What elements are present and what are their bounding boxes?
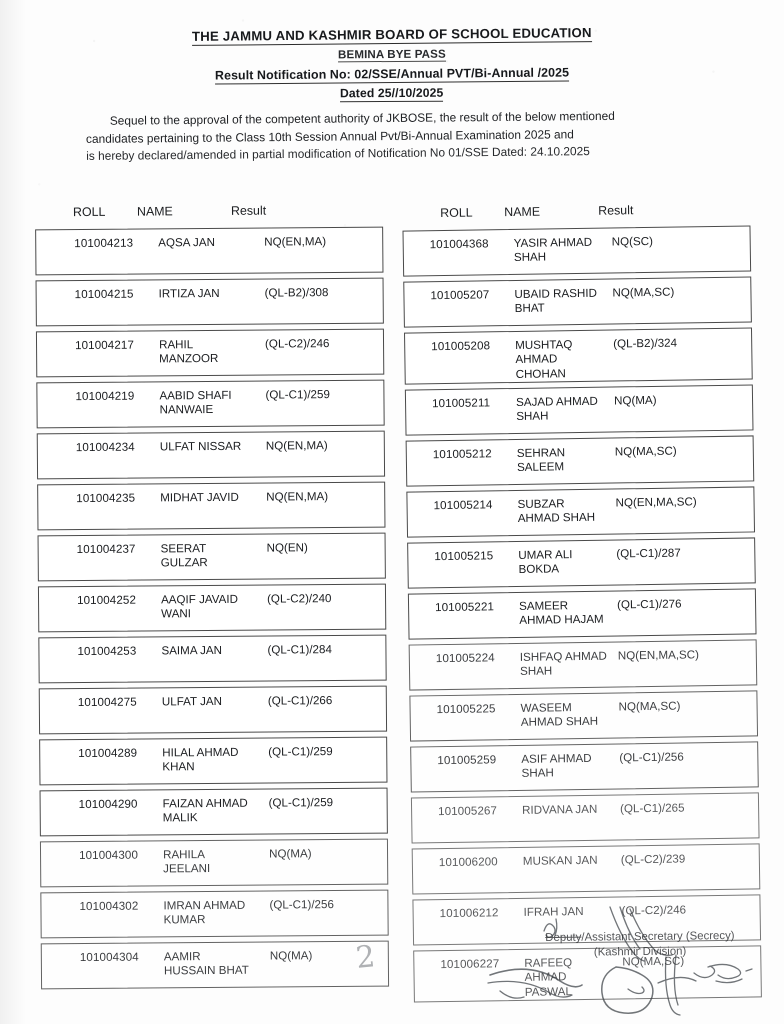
table-row bbox=[37, 431, 385, 480]
cell-result: NQ(EN) bbox=[266, 541, 308, 555]
table-row bbox=[406, 435, 755, 486]
cell-roll: 101005212 bbox=[432, 447, 492, 462]
table-row bbox=[402, 225, 751, 276]
table-row bbox=[38, 635, 386, 684]
cell-result: NQ(EN,MA,SC) bbox=[615, 495, 697, 510]
table-row bbox=[411, 792, 760, 843]
cell-result: (QL-C1)/276 bbox=[616, 597, 682, 612]
cell-name: UMAR ALI BOKDA bbox=[518, 548, 573, 577]
table-row bbox=[403, 276, 752, 327]
cell-result: (QL-B2)/308 bbox=[264, 286, 329, 300]
cell-name: ASIF AHMAD SHAH bbox=[521, 751, 592, 781]
cell-roll: 101004275 bbox=[77, 695, 137, 710]
table-row bbox=[408, 588, 757, 639]
cell-name: IRTIZA JAN bbox=[158, 286, 220, 301]
cell-name: MIDHAT JAVID bbox=[160, 490, 239, 505]
cell-roll: 101006200 bbox=[438, 855, 498, 870]
cell-result: NQ(EN,MA) bbox=[265, 439, 328, 453]
table-row bbox=[39, 737, 387, 786]
table-body-right bbox=[402, 225, 761, 1002]
table-row bbox=[36, 380, 384, 429]
table-row bbox=[406, 486, 755, 537]
cell-name: WASEEM AHMAD SHAH bbox=[520, 701, 599, 730]
header-organization-wrap bbox=[0, 26, 784, 44]
column-header-roll: ROLL bbox=[72, 204, 106, 220]
header-address-wrap bbox=[0, 44, 784, 63]
cell-roll: 101005208 bbox=[431, 339, 491, 354]
cell-name: SEHRAN SALEEM bbox=[516, 446, 566, 475]
cell-result: (QL-C1)/266 bbox=[267, 694, 333, 708]
cell-name: FAIZAN AHMAD MALIK bbox=[162, 796, 248, 825]
cell-name: AAMIR HUSSAIN BHAT bbox=[163, 950, 249, 978]
table-row bbox=[39, 686, 387, 735]
cell-result: NQ(MA,SC) bbox=[612, 285, 675, 300]
cell-name: SAMEER AHMAD HAJAM bbox=[518, 599, 604, 628]
cell-result: (QL-C1)/284 bbox=[267, 643, 332, 657]
table-row bbox=[407, 537, 756, 588]
cell-roll: 101004234 bbox=[75, 440, 135, 455]
cell-roll: 101004235 bbox=[76, 491, 136, 506]
cell-name: AAQIF JAVAID WANI bbox=[160, 592, 238, 621]
cell-name: SEERAT GULZAR bbox=[160, 542, 208, 570]
table-row bbox=[412, 843, 761, 894]
cell-name: MUSHTAQ AHMAD CHOHAN bbox=[515, 338, 573, 381]
cell-roll: 101005224 bbox=[435, 651, 495, 666]
header-address: BEMINA BYE PASS bbox=[338, 47, 446, 62]
cell-result: NQ(EN,MA,SC) bbox=[617, 648, 700, 663]
cell-name: AABID SHAFI NANWAIE bbox=[159, 388, 232, 417]
table-body-left bbox=[35, 227, 389, 990]
header-organization: THE JAMMU AND KASHMIR BOARD OF SCHOOL EDUCATION bbox=[192, 25, 592, 44]
cell-name: RAHIL MANZOOR bbox=[158, 338, 219, 366]
cell-name: IFRAH JAN bbox=[523, 905, 584, 919]
cell-roll: 101004237 bbox=[76, 542, 136, 557]
cell-result: NQ(EN,MA) bbox=[264, 235, 327, 249]
cell-name: ULFAT NISSAR bbox=[159, 439, 242, 454]
cell-name: MUSKAN JAN bbox=[522, 853, 598, 868]
table-row bbox=[41, 941, 389, 990]
cell-name: RAHILA JEELANI bbox=[162, 848, 211, 876]
cell-roll: 101006212 bbox=[439, 906, 499, 921]
signature-title: /Assistant Secretary (Secrecy) bbox=[581, 930, 735, 944]
cell-roll: 101004253 bbox=[77, 644, 137, 659]
table-row bbox=[40, 890, 388, 939]
cell-result: (QL-C1)/287 bbox=[616, 546, 681, 561]
cell-result: NQ(MA) bbox=[268, 847, 312, 861]
cell-roll: 101005215 bbox=[434, 549, 494, 564]
document-header bbox=[0, 26, 784, 102]
column-header-name-right: NAME bbox=[504, 204, 541, 220]
table-row bbox=[36, 278, 384, 327]
cell-name: AQSA JAN bbox=[158, 235, 215, 250]
cell-name: SUBZAR AHMAD SHAH bbox=[517, 497, 596, 526]
cell-result: NQ(SC) bbox=[611, 234, 653, 249]
column-header-result-right: Result bbox=[598, 203, 634, 218]
column-header-name: NAME bbox=[136, 204, 173, 219]
cell-name: IMRAN AHMAD KUMAR bbox=[163, 898, 246, 927]
header-dated-wrap bbox=[0, 83, 784, 102]
body-line-1: Sequel to the approval of the competent authority of JKBOSE, the result of the below mentioned bbox=[109, 108, 615, 128]
cell-roll: 101004302 bbox=[79, 899, 139, 914]
cell-result: NQ(MA) bbox=[613, 393, 657, 408]
cell-name: HILAL AHMAD KHAN bbox=[162, 745, 239, 774]
cell-name: YASIR AHMAD SHAH bbox=[513, 235, 593, 265]
cell-roll: 101005207 bbox=[430, 288, 490, 303]
table-row bbox=[35, 227, 383, 276]
body-paragraph bbox=[86, 107, 698, 165]
column-header-roll-right: ROLL bbox=[440, 205, 473, 221]
table-row bbox=[40, 788, 388, 837]
cell-roll: 101004213 bbox=[74, 236, 134, 251]
table-row bbox=[40, 839, 388, 888]
cell-result: (QL-C2)/246 bbox=[264, 337, 330, 351]
cell-result: (QL-B2)/324 bbox=[613, 336, 678, 351]
cell-name: ISHFAQ AHMAD SHAH bbox=[519, 649, 607, 679]
cell-result: NQ(MA) bbox=[269, 949, 313, 963]
cell-roll: 101004290 bbox=[78, 797, 138, 812]
header-notification-no: Result Notification No: 02/SSE/Annual PVT/Bi-Annual /2025 bbox=[214, 65, 570, 83]
cell-roll: 101004217 bbox=[74, 338, 135, 353]
cell-name: SAJAD AHMAD SHAH bbox=[515, 394, 598, 424]
handwritten-page-number: 2 bbox=[354, 939, 377, 976]
table-row bbox=[405, 384, 754, 435]
cell-name: RAFEEQ AHMAD PASWAL bbox=[524, 956, 573, 999]
cell-roll: 101004215 bbox=[74, 287, 134, 302]
signature-title-struck: Deputy bbox=[545, 931, 582, 944]
table-header-right bbox=[402, 193, 750, 230]
signature-title-line bbox=[505, 929, 775, 947]
cell-result: NQ(MA,SC) bbox=[618, 699, 681, 714]
results-table-left bbox=[35, 195, 389, 995]
cell-roll: 101004304 bbox=[79, 950, 139, 965]
table-row bbox=[409, 639, 758, 690]
cell-name: ULFAT JAN bbox=[161, 694, 223, 709]
cell-result: NQ(MA,SC) bbox=[614, 444, 677, 459]
body-line-2: candidates pertaining to the Class 10th Session Annual Pvt/Bi-Annual Examination 2025 and bbox=[85, 126, 574, 146]
body-line-3: is hereby declared/amended in partial modification of Notification No 01/SSE Dated: 24.10.2025 bbox=[86, 144, 590, 163]
cell-roll: 101006227 bbox=[440, 957, 500, 972]
signature-block bbox=[505, 929, 775, 962]
cell-roll: 101004368 bbox=[429, 237, 489, 252]
cell-result: NQ(MA,SC) bbox=[622, 954, 685, 969]
header-notification-wrap bbox=[0, 63, 784, 83]
signature-division: (Kashmir Division) bbox=[593, 945, 687, 959]
header-dated: Dated 25//10/2025 bbox=[340, 85, 444, 101]
column-header-result: Result bbox=[230, 203, 267, 218]
table-row bbox=[37, 482, 385, 531]
cell-result: (QL-C1)/259 bbox=[268, 796, 334, 810]
cell-roll: 101004289 bbox=[78, 746, 138, 761]
table-row bbox=[410, 741, 759, 792]
cell-roll: 101005214 bbox=[433, 498, 493, 513]
cell-result: (QL-C1)/256 bbox=[269, 898, 334, 912]
table-row bbox=[38, 584, 386, 633]
cell-name: SAIMA JAN bbox=[161, 643, 223, 658]
cell-name: RIDVANA JAN bbox=[522, 802, 598, 817]
cell-result: (QL-C1)/259 bbox=[268, 745, 333, 759]
cell-result: (QL-C2)/240 bbox=[266, 592, 332, 606]
cell-roll: 101005267 bbox=[438, 804, 498, 819]
cell-roll: 101005259 bbox=[437, 753, 497, 768]
cell-roll: 101004300 bbox=[78, 848, 139, 863]
cell-result: (QL-C1)/265 bbox=[620, 801, 685, 816]
table-row bbox=[404, 327, 753, 384]
table-header-left bbox=[35, 195, 383, 230]
cell-roll: 101005225 bbox=[436, 702, 496, 717]
cell-roll: 101004252 bbox=[76, 593, 137, 608]
cell-roll: 101005211 bbox=[431, 396, 491, 411]
cell-roll: 101004219 bbox=[75, 389, 135, 404]
cell-result: NQ(EN,MA) bbox=[266, 490, 329, 504]
cell-result: (QL-C1)/256 bbox=[619, 750, 684, 765]
table-row bbox=[409, 690, 758, 741]
cell-roll: 101005221 bbox=[434, 600, 495, 615]
cell-name: UBAID RASHID BHAT bbox=[514, 286, 598, 316]
table-row bbox=[38, 533, 386, 582]
results-table-right bbox=[402, 193, 762, 1007]
cell-result: (QL-C2)/239 bbox=[620, 852, 686, 867]
table-row bbox=[36, 329, 384, 378]
cell-result: (QL-C1)/259 bbox=[265, 388, 330, 402]
cell-result: (QL-C2)/246 bbox=[621, 903, 687, 918]
